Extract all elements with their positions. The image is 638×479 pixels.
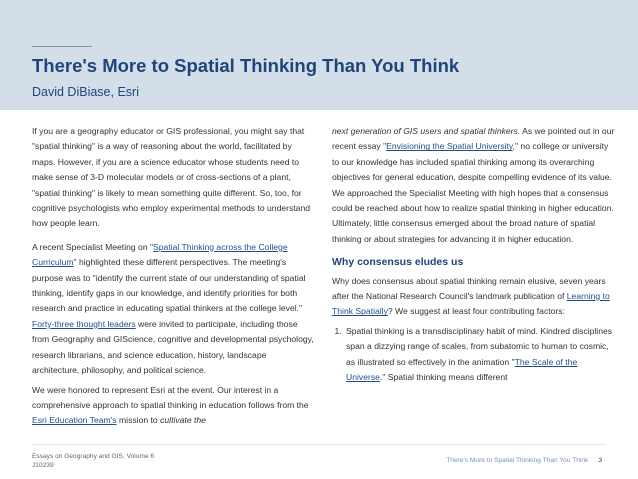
spatial-university-link[interactable]: Envisioning the Spatial University — [386, 141, 513, 152]
factors-list — [332, 324, 617, 386]
paragraph-consensus — [332, 274, 617, 320]
learning-to-think-spatially-link[interactable]: Learning to Think Spatially — [332, 291, 610, 317]
text: ," no college or university to our knowledge has included spatial thinking among its overarching objectives for general education, despite compelling evidence of its value. We approached the Specialist Meeting with high hopes that a consensus could be reached about how to realize spatial thinking in higher education. Ultimately, little consensus emerged about the broad nature of spatial thinking or about strategies for advancing it in higher education. — [332, 141, 614, 244]
text: ? We suggest at least four contributing factors: — [387, 306, 565, 317]
section-heading: Why consensus eludes us — [332, 256, 464, 269]
paragraph-specialist-meeting — [32, 240, 314, 379]
page-title: There's More to Spatial Thinking Than You Think — [32, 55, 460, 76]
footer-running-head — [446, 457, 602, 464]
text: were invited to participate, including those from Geography and GIScience, cognitive and developmental psychology, research librarians, and science education, history, landscape architecture, philosophy, and political science. — [32, 318, 314, 376]
text: Spatial thinking is a transdisciplinary habit of mind. Kindred disciplines span a dizzying range of scales, from subatomic to human to cosmic, as illustrated so effectively in the animation " — [346, 325, 613, 367]
right-column — [332, 124, 617, 386]
footer-divider — [32, 444, 606, 445]
mission-text-continued: next generation of GIS users and spatial thinkers. — [332, 126, 521, 136]
author-byline: David DiBiase, Esri — [32, 85, 139, 99]
paragraph-intro: If you are a geography educator or GIS professional, you might say that "spatial thinking" is a way of reasoning about the world, facilitated by maps. However, if you are a science educator whose students need to make sense of 3-D molecular models or of cross-sections of a plant, "spatial thinking" is likely to mean something quite different. So, too, for cognitive psychologists who employ experimental methods to understand how people learn. — [32, 126, 311, 229]
page-number: 3 — [598, 457, 602, 464]
publication-name: Essays on Geography and GIS, Volume 6 — [32, 453, 155, 460]
text: We were honored to represent Esri at the event. Our interest in a comprehensive approach to spatial thinking in education follows from the — [32, 384, 309, 410]
list-item — [344, 324, 617, 386]
footer-publication — [32, 452, 154, 470]
paragraph-esri — [32, 383, 314, 429]
header-band — [0, 0, 638, 110]
running-title: There's More to Spatial Thinking Than You Think — [446, 457, 589, 464]
publication-code: J10239 — [32, 462, 54, 469]
text: As we pointed out in our recent essay " — [332, 126, 615, 152]
header-rule — [32, 46, 92, 47]
text: Why does consensus about spatial thinking remain elusive, seven years after the National Research Council's landmark publication of — [332, 275, 606, 302]
scale-of-universe-link[interactable]: The Scale of the Universe — [346, 356, 578, 383]
text: " highlighted these different perspectives. The meeting's purpose was to "identify the current state of our understanding of spatial thinking, identify gaps in our knowledge, and identify priorities for both research and practice in educating spatial thinkers at the college level." — [32, 257, 306, 314]
spatial-thinking-curriculum-link[interactable]: Spatial Thinking across the College Curriculum — [32, 241, 288, 268]
text: ." Spatial thinking means different — [379, 372, 508, 383]
text: A recent Specialist Meeting on " — [32, 241, 154, 252]
thought-leaders-link[interactable]: Forty-three thought leaders — [32, 318, 136, 329]
mission-text: cultivate the — [160, 415, 206, 426]
text: mission to — [116, 415, 161, 426]
esri-education-team-link[interactable]: Esri Education Team's — [32, 415, 117, 426]
left-column — [32, 124, 314, 437]
paragraph-continuation — [332, 124, 617, 247]
